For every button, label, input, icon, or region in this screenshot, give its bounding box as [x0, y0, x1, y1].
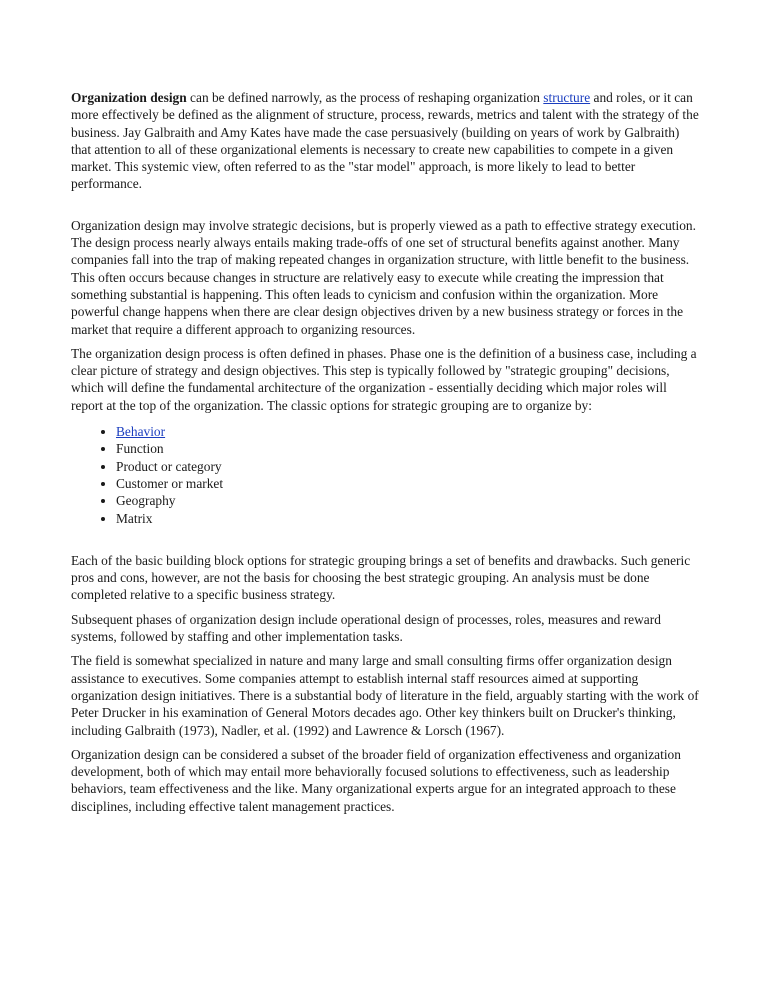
field-paragraph: The field is somewhat specialized in nature and many large and small consulting firms offer organization design assistance to executives. Some companies attempt to establish internal staff resources aimed at supporting organization design initiatives. There is a substantial body of literature in the field, arguably starting with the work of Peter Drucker in his examination of General Motors decades ago. Other key thinkers built on Drucker's thinking, including Galbraith (1973), Nadler, et al. (1992) and Lawrence & Lorsch (1967).: [71, 653, 699, 738]
list-item-geography: • Geography: [116, 492, 699, 509]
grouping-options-list: [71, 423, 699, 527]
subset-paragraph: Organization design can be considered a subset of the broader field of organization effectiveness and organization development, both of which may entail more behaviorally focused solutions to effectiveness, such as leadership behaviors, team effectiveness and the like. Many organizational experts argue for an integrated approach to these disciplines, including effective talent management practices.: [71, 746, 681, 814]
subsequent-phases-paragraph: Subsequent phases of organization design include operational design of processes, roles, measures and reward systems, followed by staffing and other implementation tasks.: [71, 611, 661, 645]
structure-link[interactable]: structure: [543, 90, 591, 105]
phases-paragraph: The organization design process is often defined in phases. Phase one is the definition of a business case, including a clear picture of strategy and design objectives. This step is typically followed by "strategic grouping" decisions, which will define the fundamental architecture of the organization - essentially deciding which major roles will report at the top of the organization. The classic options for strategic grouping are to organize by:: [71, 345, 697, 413]
list-item-behavior: [116, 423, 699, 440]
list-item-function: • Function: [116, 440, 699, 457]
intro-text-a: can be defined narrowly, as the process of reshaping organization: [186, 90, 544, 105]
list-item-matrix: • Matrix: [116, 510, 699, 527]
intro-text-b: and roles, or it can more effectively be defined as the alignment of structure, process, rewards, metrics and talent with the strategy of the business. Jay Galbraith and Amy Kates have made the case persuasively (building on years of work by Galbraith) that attention to all of these organizational elements is necessary to create new capabilities to compete in a given market. This systemic view, often referred to as the "star model" approach, is more likely to lead to better performance.: [71, 90, 699, 192]
intro-paragraph: [71, 89, 699, 193]
strategy-paragraph: Organization design may involve strategic decisions, but is properly viewed as a path to effective strategy execution. The design process nearly always entails making trade-offs of one set of structural benefits against another. Many companies fall into the trap of making repeated changes in organization structure, with little benefit to the business. This often occurs because changes in structure are relatively easy to execute while creating the impression that something substantial is happening. This often leads to cynicism and confusion within the organization. More powerful change happens when there are clear design objectives driven by a new business strategy or forces in the market that require a different approach to organizing resources.: [71, 217, 696, 337]
behavior-link[interactable]: Behavior: [116, 424, 166, 440]
document-body: [71, 89, 699, 815]
building-blocks-paragraph: Each of the basic building block options for strategic grouping brings a set of benefits and drawbacks. Such generic pros and cons, however, are not the basis for choosing the best strategic grouping. An analysis must be done completed relative to a specific business strategy.: [71, 552, 691, 603]
intro-term: Organization design: [71, 90, 187, 105]
list-item-product: • Product or category: [116, 458, 699, 475]
list-item-customer: • Customer or market: [116, 475, 699, 492]
